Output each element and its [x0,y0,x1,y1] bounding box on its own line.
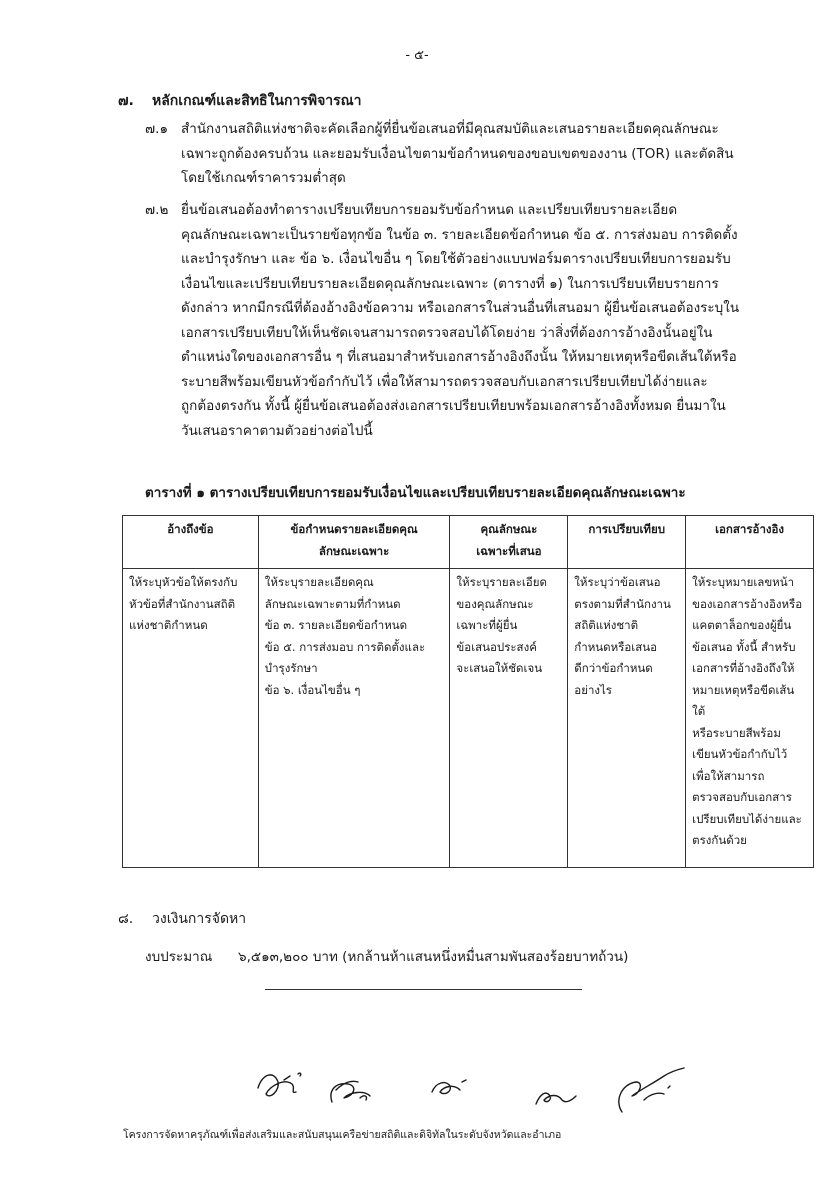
header-offered-spec: คุณลักษณะ เฉพาะที่เสนอ [450,516,568,569]
text-line: ถูกต้องตรงกัน ทั้งนี้ ผู้ยื่นข้อเสนอต้องส่งเอกสารเปรียบเทียบพร้อมเอกสารอ้างอิงทั้งหมด ยื่นมาใน [181,398,726,414]
table-caption: ตารางที่ ๑ ตารางเปรียบเทียบการยอมรับเงื่อนไขและเปรียบเทียบรายละเอียดคุณลักษณะเฉพาะ [145,485,686,501]
text-line: โดยใช้เกณฑ์ราคารวมต่ำสุด [181,170,346,186]
header-documents: เอกสารอ้างอิง [686,516,814,569]
item-7-2 [145,198,765,443]
section-7-heading [118,90,362,112]
table-row [123,569,814,868]
item-text [181,198,765,443]
table-header-row [123,516,814,569]
item-text [181,117,765,191]
text-line: และบำรุงรักษา และ ข้อ ๖. เงื่อนไขอื่น ๆ โดยใช้ตัวอย่างแบบฟอร์มตารางเปรียบเทียบการยอมรับ [181,251,731,267]
signature-2 [331,1081,370,1102]
item-number: ๗.๑ [145,121,169,137]
text-line: สำนักงานสถิติแห่งชาติจะคัดเลือกผู้ที่ยื่นข้อเสนอที่มีคุณสมบัติและเสนอรายละเอียดคุณลักษณะ [181,121,719,137]
cell-reference: ให้ระบุหัวข้อให้ตรงกับ หัวข้อที่สำนักงานสถิติ แห่งชาติกำหนด [123,569,259,868]
section-number: ๗. [118,93,134,109]
text-line: คุณลักษณะเฉพาะเป็นรายข้อทุกข้อ ในข้อ ๓. รายละเอียดข้อกำหนด ข้อ ๕. การส่งมอบ การติดตั้ง [181,226,738,243]
budget-amount: ๖,๕๑๓,๒๐๐ บาท (หกล้านห้าแสนหนึ่งหมื่นสามพันสองร้อยบาทถ้วน) [238,949,629,965]
signature-3 [432,1080,466,1094]
header-reference: อ้างถึงข้อ [123,516,259,569]
section-title: หลักเกณฑ์และสิทธิในการพิจารณา [152,93,362,109]
header-specification: ข้อกำหนดรายละเอียดคุณ ลักษณะเฉพาะ [258,516,450,569]
cell-specification: ให้ระบุรายละเอียดคุณ ลักษณะเฉพาะตามที่กำหนด ข้อ ๓. รายละเอียดข้อกำหนด ข้อ ๕. การส่งมอบ การติดตั้งและ บำรุงรักษา ข้อ ๖. เงื่อนไขอื่น ๆ [258,569,450,868]
section-title: วงเงินการจัดหา [152,911,247,927]
signature-area [240,1060,700,1120]
text-line: ระบายสีพร้อมเขียนหัวข้อกำกับไว้ เพื่อให้สามารถตรวจสอบกับเอกสารเปรียบเทียบได้ง่ายและ [181,373,708,390]
cell-offered-spec: ให้ระบุรายละเอียด ของคุณลักษณะ เฉพาะที่ผู้ยื่น ข้อเสนอประสงค์ จะเสนอให้ชัดเจน [450,569,568,868]
section-8-heading [118,908,246,930]
item-7-1 [145,117,765,191]
item-number: ๗.๒ [145,202,169,218]
text-line: ตำแหน่งใดของเอกสารอื่น ๆ ที่เสนอมาสำหรับเอกสารอ้างอิงถึงนั้น ให้หมายเหตุหรือขีดเส้นใต้หรือ [181,349,737,365]
footer-text: โครงการจัดหาครุภัณฑ์เพื่อส่งเสริมและสนับสนุนเครือข่ายสถิติและดิจิทัลในระดับจังหวัดและอำเภอ [123,1129,562,1141]
section-number: ๘. [118,911,134,927]
text-line: ยื่นข้อเสนอต้องทำตารางเปรียบเทียบการยอมรับข้อกำหนด และเปรียบเทียบรายละเอียด [181,202,678,218]
text-line: เงื่อนไขและเปรียบเทียบรายละเอียดคุณลักษณะเฉพาะ (ตารางที่ ๑) ในการเปรียบเทียบรายการ [181,275,719,292]
cell-comparison: ให้ระบุว่าข้อเสนอ ตรงตามที่สำนักงาน สถิติแห่งชาติ กำหนดหรือเสนอ ดีกว่าข้อกำหนด อย่างไร [568,569,686,868]
text-line: ดังกล่าว หากมีกรณีที่ต้องอ้างอิงข้อความ หรือเอกสารในส่วนอื่นที่เสนอมา ผู้ยื่นข้อเสนอต้องระบุใน [181,300,740,316]
text-line: วันเสนอราคาตามตัวอย่างต่อไปนี้ [181,422,373,439]
text-line: เฉพาะถูกต้องครบถ้วน และยอมรับเงื่อนไขตามข้อกำหนดของขอบเขตของงาน (TOR) และตัดสิน [181,145,734,162]
budget-label: งบประมาณ [145,949,213,965]
signature-1 [258,1073,301,1096]
divider-line [265,989,582,990]
signature-5 [619,1068,684,1112]
cell-documents: ให้ระบุหมายเลขหน้า ของเอกสารอ้างอิงหรือ แคตตาล็อกของผู้ยื่น ข้อเสนอ ทั้งนี้ สำหรับ เอกสารที่อ้างอิงถึงให้ หมายเหตุหรือขีดเส้นใต้ หรือระบายสีพร้อม เขียนหัวข้อกำกับไว้ เพื่อให้สามารถ ตรวจสอบกับเอกสาร เปรียบเทียบได้ง่ายและ ตรงกันด้วย [686,569,814,868]
comparison-table [122,515,814,868]
text-line: เอกสารเปรียบเทียบให้เห็นชัดเจนสามารถตรวจสอบได้โดยง่าย ว่าสิ่งที่ต้องการอ้างอิงนั้นอยู่ใน [181,324,713,341]
signature-4 [536,1093,576,1104]
page-number: - ๕- [405,48,429,63]
header-comparison: การเปรียบเทียบ [568,516,686,569]
